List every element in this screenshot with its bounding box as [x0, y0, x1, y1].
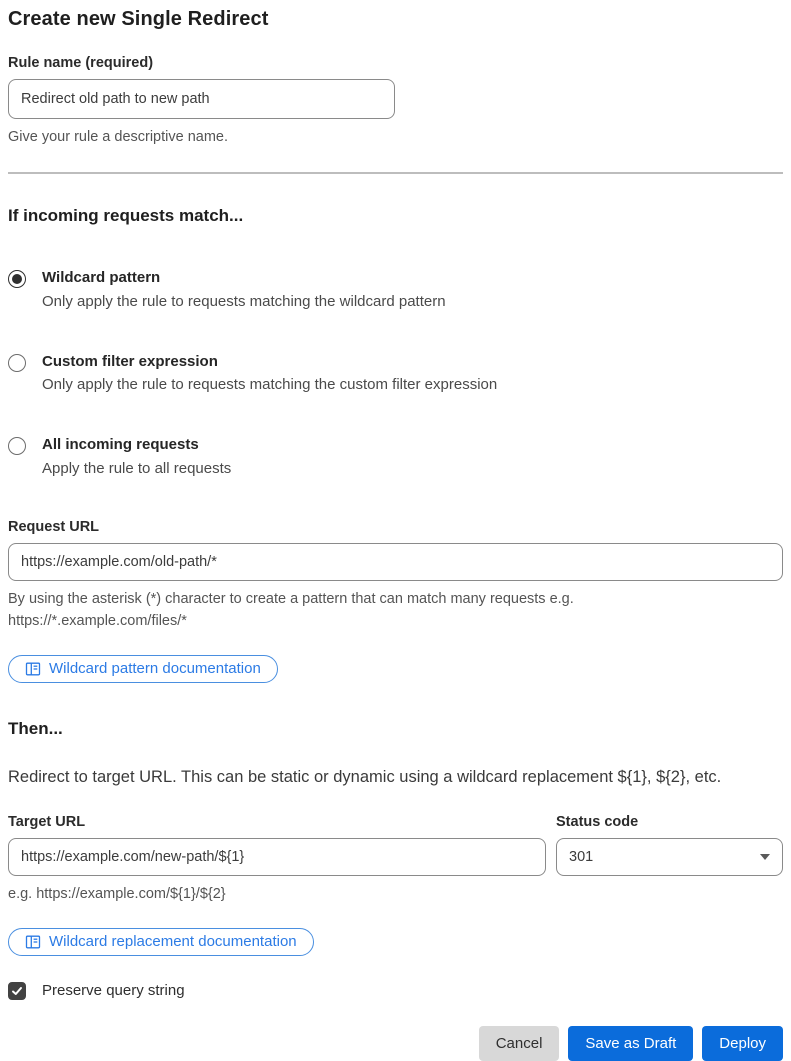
status-code-select[interactable]	[556, 838, 783, 876]
wildcard-replacement-docs-button[interactable]	[8, 928, 314, 956]
status-code-label: Status code	[556, 814, 639, 831]
radio-description: Only apply the rule to requests matching the custom filter expression	[42, 376, 498, 394]
then-description: Redirect to target URL. This can be static or dynamic using a wildcard replacement ${1}, ${2}, etc.	[8, 767, 722, 786]
rule-name-input[interactable]	[8, 79, 395, 119]
page-title: Create new Single Redirect	[8, 8, 269, 30]
radio-label: Custom filter expression	[42, 352, 218, 370]
radio-label: All incoming requests	[42, 436, 199, 454]
radio-option-custom-filter[interactable]	[8, 352, 783, 396]
status-code-value: 301	[569, 849, 594, 866]
target-row	[8, 814, 783, 905]
cancel-button[interactable]: Cancel	[479, 1026, 560, 1061]
radio-description: Only apply the rule to requests matching the wildcard pattern	[42, 292, 446, 310]
radio-option-wildcard-pattern[interactable]	[8, 268, 783, 312]
match-section-heading: If incoming requests match...	[8, 206, 244, 226]
target-url-label: Target URL	[8, 814, 86, 831]
footer-actions	[8, 1026, 783, 1061]
doc-button-label: Wildcard pattern documentation	[49, 660, 261, 678]
radio-option-all-requests[interactable]	[8, 435, 783, 479]
book-icon	[25, 661, 41, 677]
target-url-help: e.g. https://example.com/${1}/${2}	[8, 886, 226, 903]
request-url-help	[8, 588, 783, 633]
radio-button-icon[interactable]	[8, 354, 26, 372]
request-url-input[interactable]	[8, 543, 783, 581]
doc-button-label: Wildcard replacement documentation	[49, 933, 297, 951]
checkbox-icon[interactable]	[8, 982, 26, 1000]
radio-button-icon[interactable]	[8, 270, 26, 288]
target-url-input[interactable]	[8, 838, 546, 876]
radio-button-icon[interactable]	[8, 437, 26, 455]
radio-label: Wildcard pattern	[42, 269, 161, 287]
request-url-help-line1: By using the asterisk (*) character to create a pattern that can match many requests e.g.	[8, 590, 574, 607]
match-type-radio-group	[8, 268, 783, 479]
then-section-heading: Then...	[8, 718, 63, 738]
wildcard-pattern-docs-button[interactable]	[8, 655, 278, 683]
section-divider	[8, 172, 783, 174]
book-icon	[25, 934, 41, 950]
preserve-query-row[interactable]	[8, 982, 783, 1000]
rule-name-help: Give your rule a descriptive name.	[8, 129, 229, 145]
save-as-draft-button[interactable]: Save as Draft	[568, 1026, 693, 1061]
preserve-query-label: Preserve query string	[42, 982, 185, 1000]
deploy-button[interactable]: Deploy	[702, 1026, 783, 1061]
chevron-down-icon	[760, 854, 770, 860]
request-url-label: Request URL	[8, 518, 100, 535]
request-url-help-line2: https://*.example.com/files/*	[8, 613, 187, 630]
rule-name-label: Rule name (required)	[8, 55, 154, 71]
radio-description: Apply the rule to all requests	[42, 459, 232, 477]
